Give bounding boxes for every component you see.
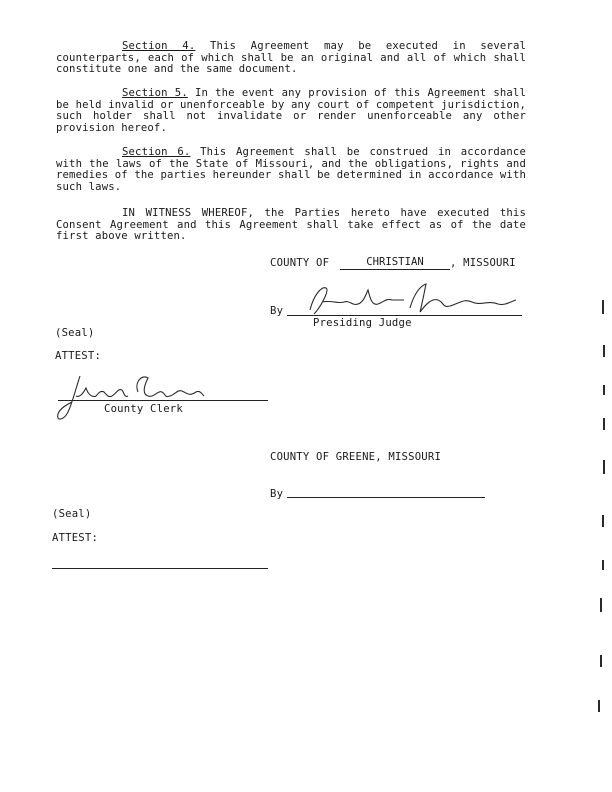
scan-mark <box>600 655 602 667</box>
scan-mark <box>598 700 600 712</box>
witness-clause <box>56 208 526 243</box>
scan-mark <box>603 460 605 474</box>
section-6 <box>56 147 526 193</box>
section-6-text: This Agreement shall be construed in accordance with the laws of the State of Missouri, and the obligations, rights and remedies of the parties hereunder shall be determined in accordance with such laws. <box>56 146 527 193</box>
christian-attest: ATTEST: <box>55 350 102 362</box>
christian-seal: (Seal) <box>55 327 95 339</box>
scan-mark <box>600 598 602 612</box>
christian-county-prefix: COUNTY OF <box>270 257 330 269</box>
section-4-heading: Section 4. <box>122 40 196 52</box>
section-6-heading: Section 6. <box>122 146 191 158</box>
scan-mark <box>603 345 605 357</box>
scan-mark <box>602 300 604 314</box>
greene-attest-rule <box>52 568 268 569</box>
county-clerk-title: County Clerk <box>104 403 183 415</box>
christian-by-label: By <box>270 305 284 317</box>
scan-mark <box>602 560 604 570</box>
section-5-text: In the event any provision of this Agreement shall be held invalid or unenforceable by any court of competent jurisdiction, such holder shall not invalidate or render unenforceable any other provision hereof. <box>56 87 527 134</box>
county-name-rule <box>340 269 450 270</box>
section-5 <box>56 88 526 134</box>
christian-county-name: CHRISTIAN <box>366 256 424 268</box>
section-4 <box>56 41 526 76</box>
greene-by-label: By <box>270 488 284 500</box>
greene-county-line: COUNTY OF GREENE, MISSOURI <box>270 451 442 463</box>
clerk-signature-rule <box>58 400 268 401</box>
section-4-text: This Agreement may be executed in several counterparts, each of which shall be an original and all of which shall constitute one and the same document. <box>56 40 527 76</box>
section-5-heading: Section 5. <box>122 87 188 99</box>
presiding-judge-signature <box>292 280 522 320</box>
scan-mark <box>602 515 604 527</box>
scan-mark <box>603 385 605 395</box>
presiding-judge-title: Presiding Judge <box>313 317 412 329</box>
christian-county-suffix: , MISSOURI <box>450 257 516 269</box>
greene-seal: (Seal) <box>52 508 92 520</box>
greene-signature-rule <box>287 497 485 498</box>
scan-mark <box>603 418 605 430</box>
witness-text: IN WITNESS WHEREOF, the Parties hereto have executed this Consent Agreement and this Agreement shall take effect as of the date first above written. <box>56 207 526 243</box>
greene-attest: ATTEST: <box>52 532 99 544</box>
county-clerk-signature <box>50 368 220 428</box>
